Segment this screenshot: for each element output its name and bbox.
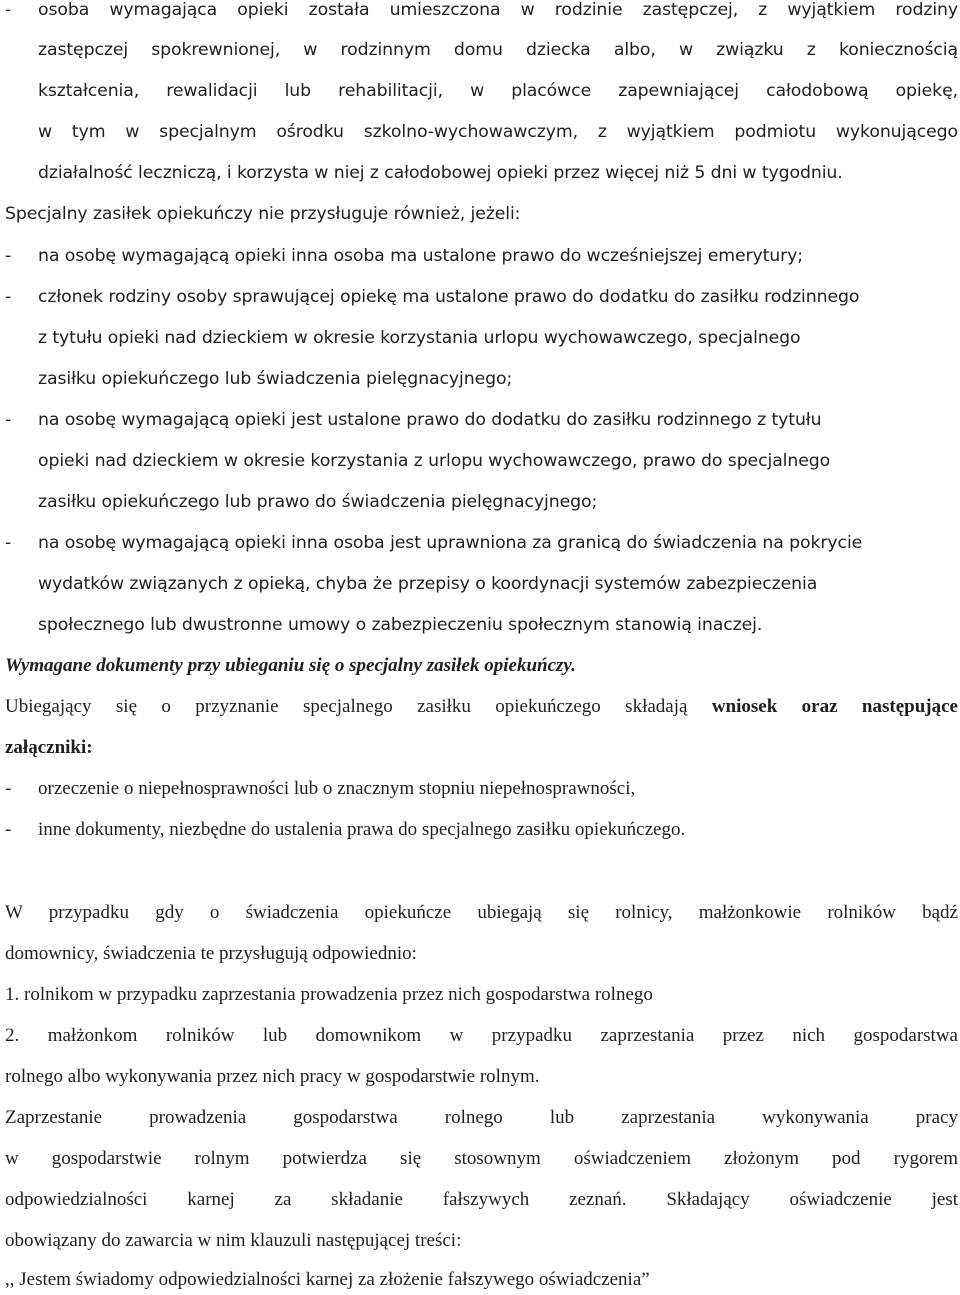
list-marker: - <box>5 287 12 307</box>
list-marker: - <box>5 819 12 840</box>
text-line: osoba wymagająca opieki została umieszczona w rodzinie zastępczej, z wyjątkiem rodziny <box>38 0 958 20</box>
text-line: zastępczej spokrewnionej, w rodzinnym domu dziecka albo, w związku z koniecznością <box>38 40 958 60</box>
text-line: na osobę wymagającą opieki inna osoba jest uprawniona za granicą do świadczenia na pokrycie <box>38 533 863 553</box>
text-line: działalność leczniczą, i korzysta w niej z całodobowej opieki przez więcej niż 5 dni w tygodniu. <box>38 163 843 183</box>
list-marker: - <box>5 778 12 799</box>
document-item: inne dokumenty, niezbędne do ustalenia prawa do specjalnego zasiłku opiekuńczego. <box>38 819 686 840</box>
text-line: na osobę wymagającą opieki jest ustalone prawo do dodatku do zasiłku rodzinnego z tytułu <box>38 410 822 430</box>
text-line: opieki nad dzieckiem w okresie korzystania z urlopu wychowawczego, prawo do specjalnego <box>38 451 831 471</box>
text-line: W przypadku gdy o świadczenia opiekuńcze ubiegają się rolnicy, małżonkowie rolników bądź <box>5 902 958 923</box>
text-line: społecznego lub dwustronne umowy o zabezpieczeniu społecznym stanowią inaczej. <box>38 615 763 635</box>
text-line: 2. małżonkom rolników lub domownikom w przypadku zaprzestania przez nich gospodarstwa <box>5 1025 958 1046</box>
text-line: z tytułu opieki nad dzieckiem w okresie korzystania urlopu wychowawczego, specjalnego <box>38 328 801 348</box>
intro-bold-text: załączniki: <box>5 737 93 758</box>
text-line: w tym w specjalnym ośrodku szkolno-wychowawczym, z wyjątkiem podmiotu wykonującego <box>38 122 958 142</box>
text-line: 1. rolnikom w przypadku zaprzestania prowadzenia przez nich gospodarstwa rolnego <box>5 984 653 1005</box>
text-line: Zaprzestanie prowadzenia gospodarstwa rolnego lub zaprzestania wykonywania pracy <box>5 1107 958 1128</box>
text-line: rolnego albo wykonywania przez nich pracy w gospodarstwie rolnym. <box>5 1066 540 1087</box>
text-line: na osobę wymagającą opieki inna osoba ma ustalone prawo do wcześniejszej emerytury; <box>38 246 804 266</box>
text-line: domownicy, świadczenia te przysługują odpowiednio: <box>5 943 417 964</box>
text-line: kształcenia, rewalidacji lub rehabilitacji, w placówce zapewniającej całodobową opiekę, <box>38 81 958 101</box>
list-marker: - <box>5 533 12 553</box>
documents-intro <box>5 695 958 719</box>
text-line: wydatków związanych z opieką, chyba że przepisy o koordynacji systemów zabezpieczenia <box>38 574 818 594</box>
exclusions-intro: Specjalny zasiłek opiekuńczy nie przysługuje również, jeżeli: <box>5 204 521 224</box>
list-marker: - <box>5 246 12 266</box>
list-marker: - <box>5 0 12 20</box>
text-line: obowiązany do zawarcia w nim klauzuli następującej treści: <box>5 1230 462 1251</box>
intro-bold-text: wniosek oraz następujące <box>711 696 958 717</box>
text-line: odpowiedzialności karnej za składanie fałszywych zeznań. Składający oświadczenie jest <box>5 1189 958 1210</box>
list-marker: - <box>5 410 12 430</box>
section-heading: Wymagane dokumenty przy ubieganiu się o specjalny zasiłek opiekuńczy. <box>5 655 576 676</box>
text-line: w gospodarstwie rolnym potwierdza się stosownym oświadczeniem złożonym pod rygorem <box>5 1148 958 1169</box>
text-line: członek rodziny osoby sprawującej opiekę ma ustalone prawo do dodatku do zasiłku rodzinnego <box>38 287 860 307</box>
document-item: orzeczenie o niepełnosprawności lub o znacznym stopniu niepełnosprawności, <box>38 778 636 799</box>
documents-intro-cont <box>5 736 958 760</box>
text-line: zasiłku opiekuńczego lub świadczenia pielęgnacyjnego; <box>38 369 513 389</box>
intro-text: Ubiegający się o przyznanie specjalnego zasiłku opiekuńczego składają <box>5 696 712 717</box>
text-line: zasiłku opiekuńczego lub prawo do świadczenia pielęgnacyjnego; <box>38 492 598 512</box>
declaration-clause: ,, Jestem świadomy odpowiedzialności karnej za złożenie fałszywego oświadczenia” <box>5 1269 650 1290</box>
